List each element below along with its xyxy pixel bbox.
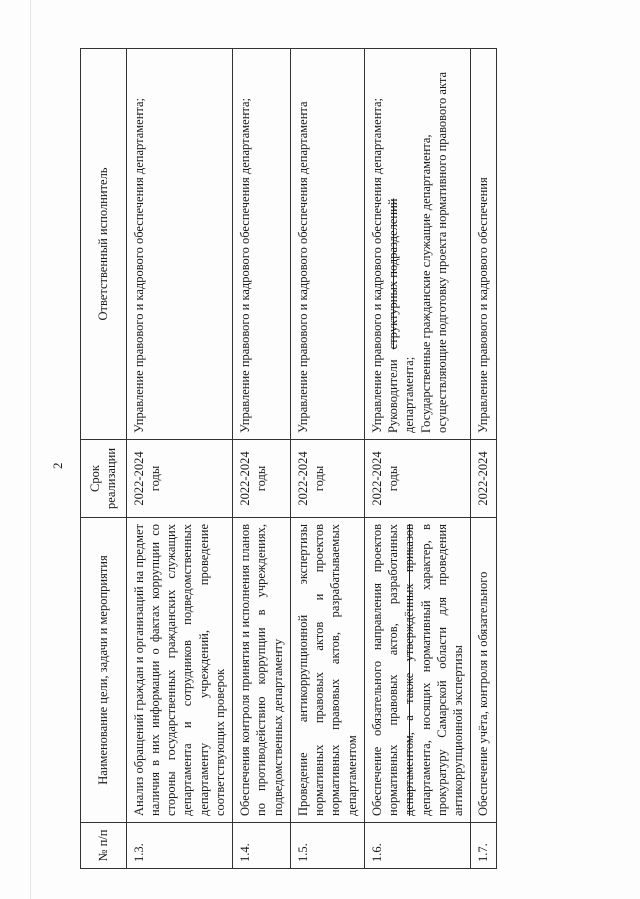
row-responsible (364, 49, 471, 440)
row-number: 1.4. (233, 823, 291, 869)
page-number: 2 (50, 462, 65, 469)
row-task: Обеспечения контроля принятия и исполнения планов по противодействию коррупции в учреждениях, подведомственных департаменту (233, 518, 291, 823)
row-responsible: Управление правового и кадрового обеспечения департамента; (126, 49, 233, 440)
responsible-line: департамента; (402, 356, 417, 433)
responsible-struck: структурных подразделений (386, 198, 400, 350)
header-term: Срок реализации (81, 440, 127, 518)
row-number: 1.3. (126, 823, 233, 869)
row-task: Обеспечение учёта, контроля и обязательного (471, 518, 496, 823)
row-term: 2022-2024 годы (126, 440, 233, 518)
row-term: 2022-2024 (471, 440, 496, 518)
row-responsible: Управление правового и кадрового обеспечения департамента; (233, 49, 291, 440)
row-task: Анализ обращений граждан и организаций на предмет наличия в них информации о фактах коррупции со стороны государственных гражданских служащих департамента и сотрудников подведомственных департаменту учреждений, проведение соответствующих проверок (126, 518, 233, 823)
header-number: № п/п (81, 823, 127, 869)
table-header-row (81, 49, 127, 869)
row-number: 1.7. (471, 823, 496, 869)
task-text-part: Обеспечение обязательного направления проектов нормативных правовых актов, разработанных (369, 524, 400, 816)
responsible-line: Государственные гражданские служащие департамента, осуществляющие подготовку проекта нормативного правового акта (418, 71, 449, 433)
header-responsible: Ответственный исполнитель (81, 49, 127, 440)
row-responsible: Управление правового и кадрового обеспечения (471, 49, 496, 440)
row-number: 1.5. (290, 823, 364, 869)
row-task (364, 518, 471, 823)
plan-table (80, 48, 497, 869)
row-responsible: Управление правового и кадрового обеспечения департамента (290, 49, 364, 440)
table-row (471, 49, 496, 869)
row-term: 2022-2024 годы (364, 440, 471, 518)
table-row (290, 49, 364, 869)
task-text-part: департамента, носящих нормативный характер, в прокуратуру Самарской области для проведения антикоррупционной экспертизы (418, 524, 465, 816)
table-row (126, 49, 233, 869)
rotated-document (10, 29, 630, 889)
row-task: Проведение антикоррупционной экспертизы нормативных правовых актов и проектов нормативных правовых актов, разрабатываемых департаментом (290, 518, 364, 823)
table-row (364, 49, 471, 869)
header-task: Наименование цели, задачи и мероприятия (81, 518, 127, 823)
responsible-line: Управление правового и кадрового обеспечения департамента; (369, 97, 384, 433)
row-term: 2022-2024 годы (290, 440, 364, 518)
task-text-struck: департаментом, а также утверждённых приказов (402, 524, 417, 816)
responsible-line: Руководители (386, 359, 400, 433)
row-number: 1.6. (364, 823, 471, 869)
row-term: 2022-2024 годы (233, 440, 291, 518)
table-row (233, 49, 291, 869)
